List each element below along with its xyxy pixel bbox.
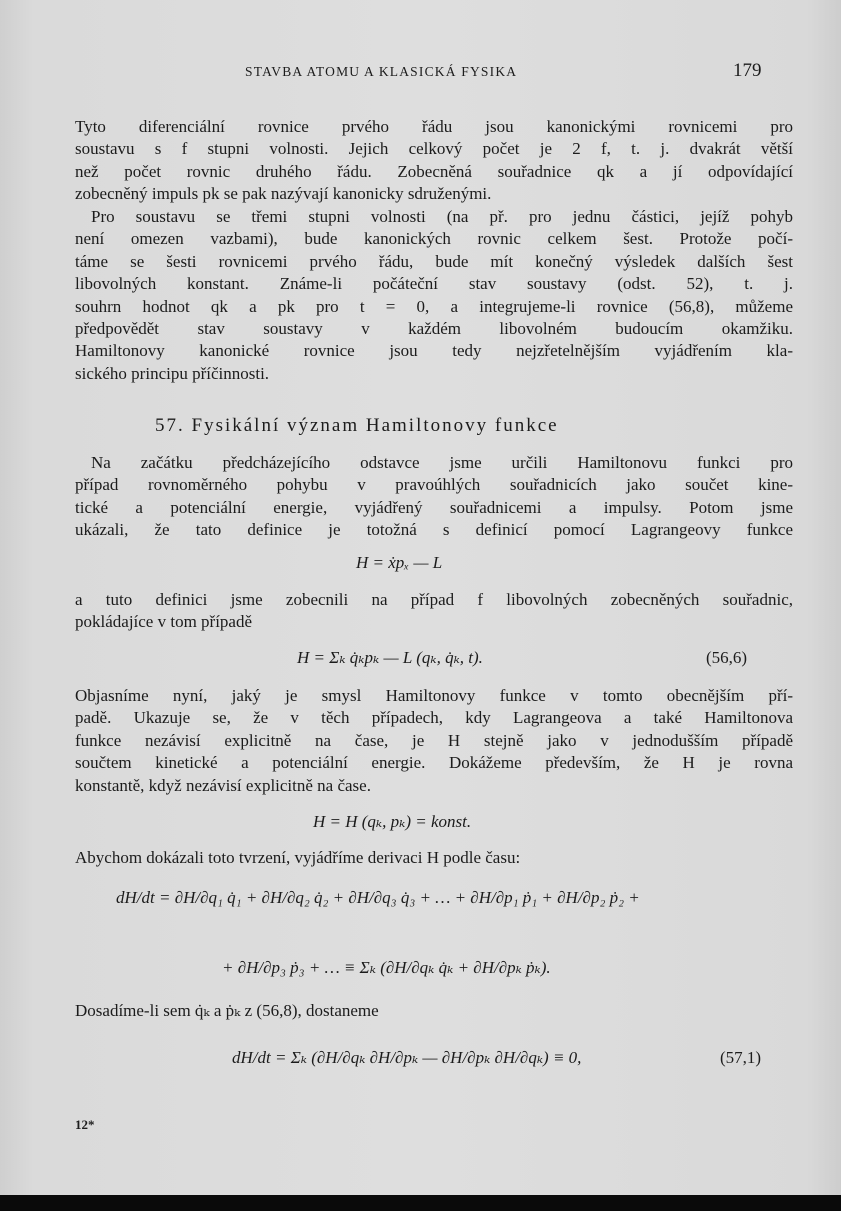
text-line: soustavu s f stupni volnosti. Jejich celkový počet je 2 f, t. j. dvakrát větší (75, 139, 793, 159)
text-line: Hamiltonovy kanonické rovnice jsou tedy nejzřetelnějším vyjádřením kla- (75, 341, 793, 361)
text-line: tické a potenciální energie, vyjádřený souřadnicemi a impulsy. Potom jsme (75, 497, 793, 517)
page-number: 179 (733, 60, 762, 81)
paragraph-generalization (75, 589, 793, 634)
section-number: 57. (155, 415, 185, 436)
text-line: Na začátku předcházejícího odstavce jsme určili Hamiltonovu funkci pro (91, 453, 793, 472)
text-line: Abychom dokázali toto tvrzení, vyjádříme derivaci H podle času: (75, 848, 521, 867)
section-title: Fysikální význam Hamiltonovy funkce (191, 415, 559, 436)
running-head: STAVBA ATOMU A KLASICKÁ FYSIKA (245, 64, 518, 79)
text-line: souhrn hodnot qk a pk pro t = 0, a integrujeme-li rovnice (56,8), můžeme (75, 296, 793, 316)
equation-number-56-6: (56,6) (706, 648, 748, 667)
text-line: Dosadíme-li sem q̇ₖ a ṗₖ z (56,8), dostaneme (75, 1001, 379, 1020)
text-line: součtem kinetické a potenciální energie. Dokážeme především, že H je rovna (75, 753, 793, 773)
signature-mark: 12* (75, 1117, 95, 1132)
equation-hamiltonian-simple: H = ẋpₓ — L (356, 553, 443, 572)
text-line: konstantě, když nezávisí explicitně na čase. (75, 775, 371, 795)
scan-bottom-edge (0, 1195, 841, 1211)
text-line: pokládajíce v tom případě (75, 612, 253, 632)
text-line: libovolných konstant. Známe-li počáteční stav soustavy (odst. 52), t. j. (75, 274, 793, 294)
equation-time-derivative-line2: + ∂H/∂p₃ ṗ₃ + … ≡ Σₖ (∂H/∂qₖ q̇ₖ + ∂H/∂pₖ ṗₖ). (222, 958, 551, 977)
text-line: sického principu příčinnosti. (75, 363, 270, 383)
paragraph-meaning (75, 685, 793, 797)
equation-57-1: dH/dt = Σₖ (∂H/∂qₖ ∂H/∂pₖ — ∂H/∂pₖ ∂H/∂qₖ) ≡ 0, (232, 1048, 582, 1067)
paragraph-derivative-intro (75, 847, 793, 869)
paragraph-three-degrees (75, 206, 793, 385)
equation-time-derivative-line1: dH/dt = ∂H/∂q₁ q̇₁ + ∂H/∂q₂ q̇₂ + ∂H/∂q₃ q̇₃ + … + ∂H/∂p₁ ṗ₁ + ∂H/∂p₂ ṗ₂ + (116, 888, 640, 907)
text-line: zobecněný impuls pk se pak nazývají kanonicky sdruženými. (75, 184, 492, 204)
text-line: Pro soustavu se třemi stupni volnosti (na př. pro jednu částici, jejíž pohyb (91, 207, 793, 226)
paragraph-hamilton-definition (75, 452, 793, 542)
equation-constant: H = H (qₖ, pₖ) = konst. (313, 812, 472, 831)
section-heading (155, 415, 559, 437)
text-line: táme se šesti rovnicemi prvého řádu, bude mít konečný výsledek dalších šest (75, 251, 793, 271)
paragraph-canonical-equations (75, 116, 793, 206)
equation-56-6: H = Σₖ q̇ₖpₖ — L (qₖ, q̇ₖ, t). (297, 648, 483, 667)
text-line: ukázali, že tato definice je totožná s definicí pomocí Lagrangeovy funkce (75, 520, 793, 540)
equation-number-57-1: (57,1) (720, 1048, 762, 1067)
text-line: Objasníme nyní, jaký je smysl Hamiltonovy funkce v tomto obecnějším pří- (75, 686, 793, 705)
text-line: než počet rovnic druhého řádu. Zobecněná souřadnice qk a jí odpovídající (75, 161, 793, 181)
text-line: funkce nezávisí explicitně na čase, je H stejně jako v jednodušším případě (75, 730, 793, 750)
text-line: Tyto diferenciální rovnice prvého řádu jsou kanonickými rovnicemi pro (75, 117, 793, 136)
text-line: a tuto definici jsme zobecnili na případ f libovolných zobecněných souřadnic, (75, 590, 793, 609)
text-line: padě. Ukazuje se, že v těch případech, kdy Lagrangeova a také Hamiltonova (75, 708, 793, 728)
paragraph-substitution (75, 1000, 793, 1022)
text-line: případ rovnoměrného pohybu v pravoúhlých souřadnicích jako součet kine- (75, 475, 793, 495)
text-line: předpovědět stav soustavy v každém libovolném budoucím okamžiku. (75, 319, 793, 339)
text-line: není omezen vazbami), bude kanonických rovnic celkem šest. Protože počí- (75, 229, 793, 249)
